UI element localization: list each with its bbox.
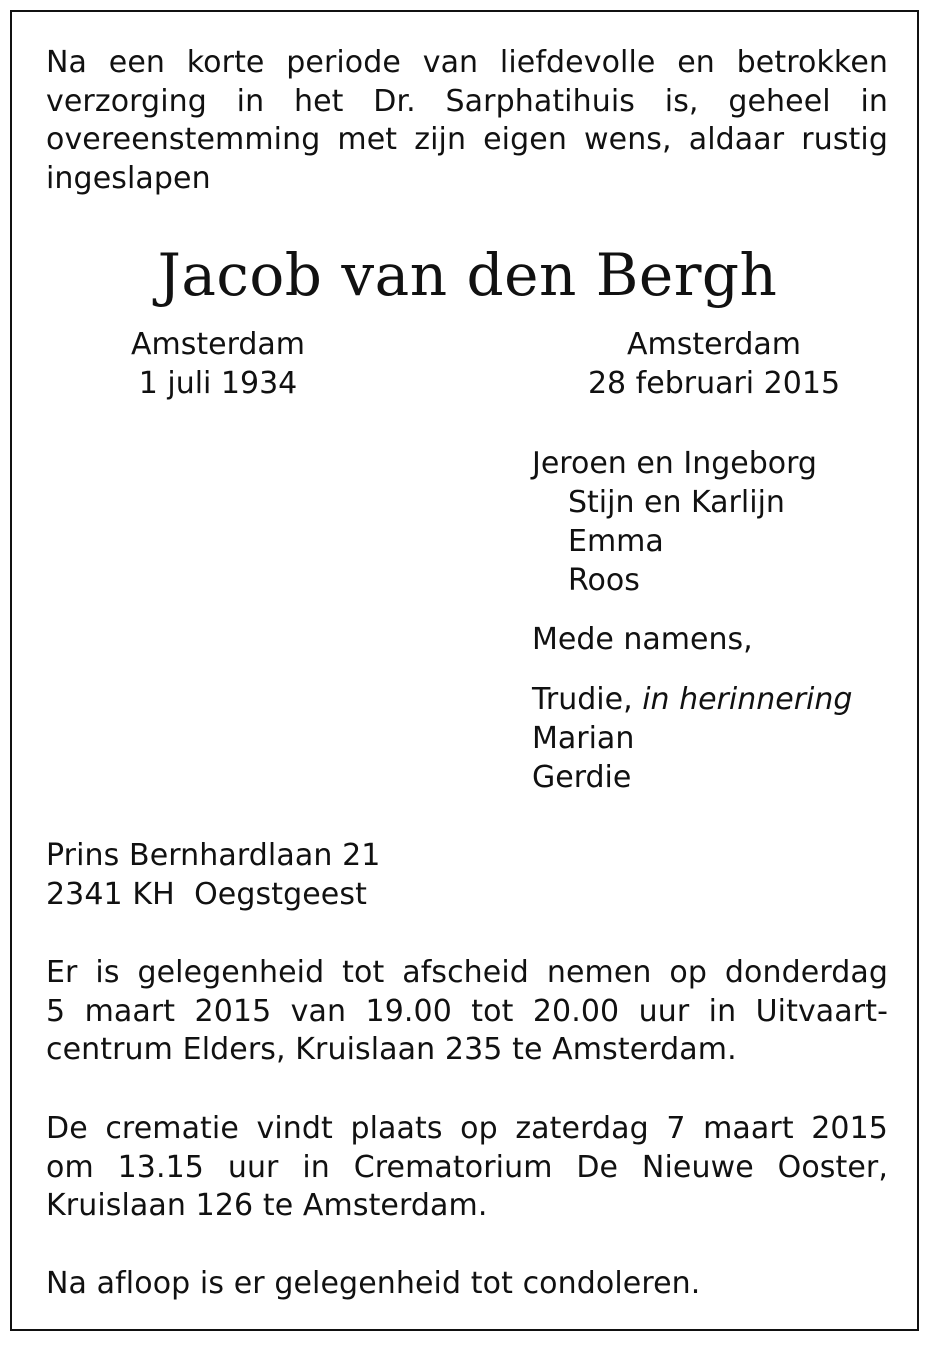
grandchild-entry: Emma (568, 524, 664, 559)
mede-namens-text: Mede namens, (532, 622, 753, 657)
cremation-paragraph (46, 1110, 888, 1226)
farewell-paragraph (46, 954, 888, 1070)
children-list (532, 444, 817, 600)
sister-entry (532, 680, 852, 719)
birth-date: 1 juli 1934 (138, 365, 298, 401)
intro-line: Na een korte periode van liefdevolle en betrokken (46, 45, 888, 80)
cremation-line: om 13.15 uur in Crematorium De Nieuwe Ooster, (46, 1149, 888, 1185)
sister-entry: Marian (532, 721, 635, 756)
birth-info (98, 326, 338, 403)
mede-namens-label (532, 620, 753, 659)
death-info (574, 326, 854, 403)
intro-line: ingeslapen (46, 160, 211, 196)
grandchild-entry: Stijn en Karlijn (568, 485, 785, 520)
grandchild-entry: Roos (568, 563, 640, 598)
farewell-line: centrum Elders, Kruislaan 235 te Amsterdam. (46, 1032, 737, 1067)
sister-entry: Gerdie (532, 760, 632, 795)
address-city-text: 2341 KH Oegstgeest (46, 876, 367, 912)
closing-line: Na afloop is er gelegenheid tot condoleren. (46, 1266, 701, 1301)
farewell-line: Er is gelegenheid tot afscheid nemen op donderdag (46, 955, 888, 990)
cremation-line: Kruislaan 126 te Amsterdam. (46, 1188, 488, 1223)
address-city (46, 876, 888, 915)
intro-paragraph (46, 44, 888, 198)
intro-line: overeenstemming met zijn eigen wens, aldaar rustig (46, 122, 888, 157)
intro-line: verzorging in het Dr. Sarphatihuis is, geheel in (46, 83, 888, 119)
birth-place: Amsterdam (130, 327, 306, 362)
sister-note: in herinnering (642, 682, 853, 717)
sister-name: Trudie, (532, 682, 633, 717)
closing-paragraph (46, 1265, 888, 1304)
farewell-line: 5 maart 2015 van 19.00 tot 20.00 uur in Uitvaart- (46, 993, 888, 1029)
child-entry: Jeroen en Ingeborg (532, 446, 817, 481)
address-street: Prins Bernhardlaan 21 (46, 838, 381, 873)
death-date: 28 februari 2015 (587, 365, 841, 401)
death-place: Amsterdam (626, 327, 802, 362)
cremation-line: De crematie vindt plaats op zaterdag 7 maart 2015 (46, 1111, 888, 1146)
sisters-list (532, 680, 852, 797)
address-block (46, 837, 888, 914)
deceased-name: Jacob van den Bergh (157, 241, 778, 309)
